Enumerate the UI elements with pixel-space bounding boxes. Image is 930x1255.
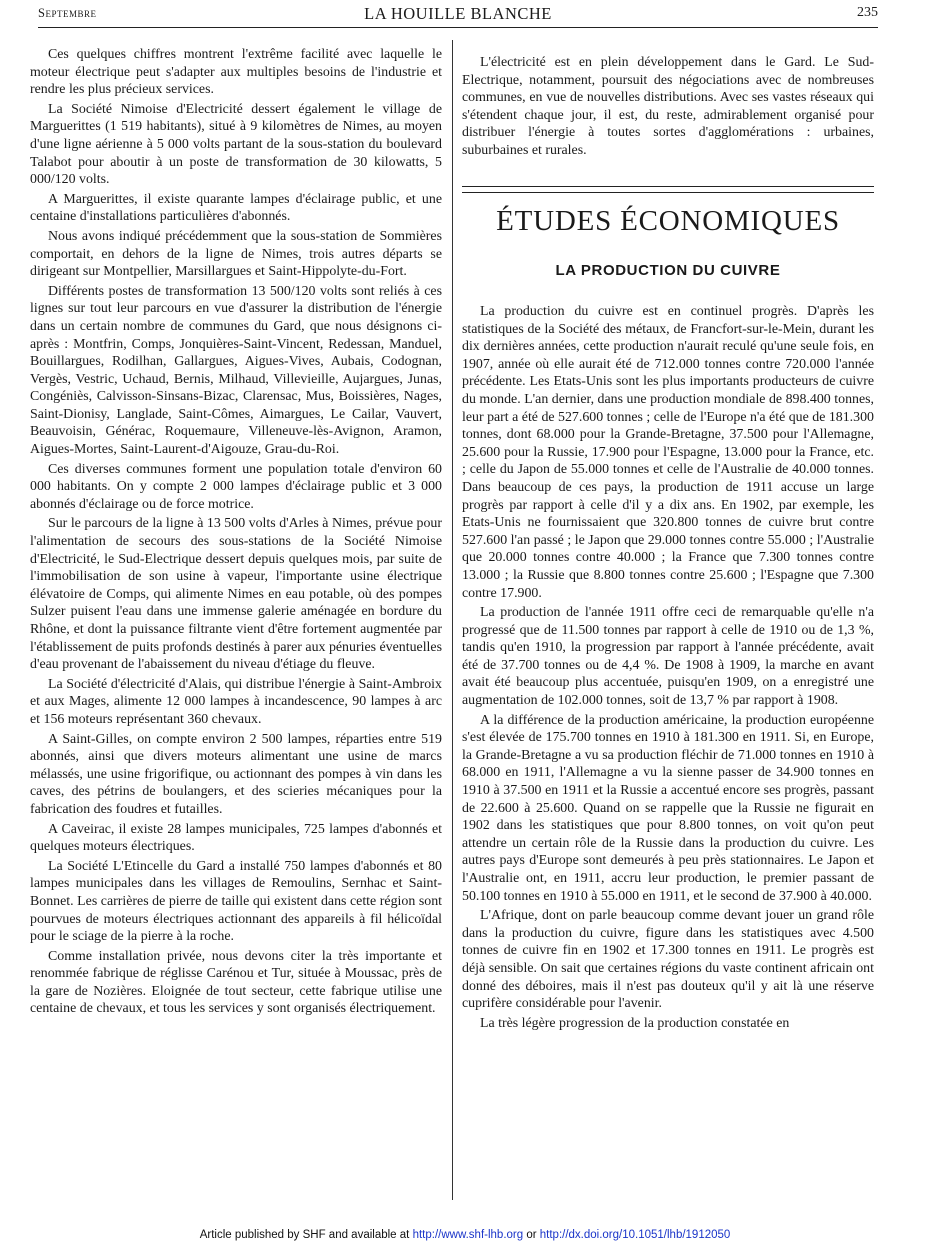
footer-prefix: Article published by SHF and available at <box>199 1229 413 1241</box>
paragraph: Nous avons indiqué précédemment que la sous-station de Sommières comportait, en dehors de la ligne de Nimes, trois autres départs se dirigeant sur Montpellier, Marsillargues et Saint-Hippolyte-du-Fort. <box>30 228 442 280</box>
page-number: 235 <box>857 5 878 20</box>
paragraph: La Société L'Etincelle du Gard a installé 750 lampes d'abonnés et 80 lampes municipales dans les villages de Remoulins, Sernhac et Saint-Bonnet. Les carrières de pierre de taille qui existent dans cette région sont pourvues de moteurs électriques actionnant des appareils à fil hélicoïdal pour le sciage de la pierre à la roche. <box>30 858 442 945</box>
header-rule <box>38 27 878 28</box>
paragraph: Sur le parcours de la ligne à 13 500 volts d'Arles à Nimes, prévue pour l'alimentation de secours des sous-stations de la Société Nimoise d'Electricité, le Sud-Electrique dessert depuis quelques mois, par suite de l'immobilisation de son usine à vapeur, l'importante usine électrique élévatoire de Comps, qui alimente Nimes en eau potable, où des pompes Sulzer puisent l'eau dans une immense galerie aménagée en bordure du Rhône, et dont la puissance filtrante vient d'être fortement augmentée par l'établissement de puits profonds destinés à parer aux pénuries éventuelles d'eau provenant de l'abaissement du niveau d'étiage du fleuve. <box>30 516 442 673</box>
paragraph: La production de l'année 1911 offre ceci de remarquable qu'elle n'a progressé que de 11.500 tonnes par rapport à celle de 1910 ou de 1,3 %, tandis qu'en 1910, la progression par rapport à l'année précédente, avait été de 37.700 tonnes ou de 4,4 %. De 1908 à 1909, la marche en avant avait été beaucoup plus accentuée, puisqu'en 1909, on a enregistré une augmentation de 102.000 tonnes, soit de 13,7 % par rapport à 1908. <box>462 605 874 709</box>
paragraph: L'Afrique, dont on parle beaucoup comme devant jouer un grand rôle dans la production du cuivre, figure dans les statistiques avec 4.500 tonnes de cuivre fin en 1902 et 17.300 tonnes en 1911. Le progrès est déjà sensible. On sait que certaines régions du vaste continent africain ont donné des déboires, mais il n'est pas douteux qu'il y ait là une réserve cuprifère considérable pour l'avenir. <box>462 908 874 1012</box>
paragraph: A la différence de la production américaine, la production européenne s'est élevée de 175.700 tonnes en 1910 à 181.300 en 1911. Si, en Europe, la Grande-Bretagne a vu sa production fléchir de 71.000 tonnes en 1910 à 68.000 en 1911, l'Allemagne a vu la sienne passer de 34.900 tonnes en 1910 à 37.500 en 1911 et la Russie a accentué encore ses progrès, passant de 22.600 à 25.600. Quand on se rappelle que la Russie ne figurait en 1902 dans les statistiques que pour 8.800 tonnes, on voit qu'on peut attendre un certain rôle de la Russie dans la production du cuivre. Les autres pays d'Europe sont demeurés à peu près stationnaires. Le Japon et l'Australie ont, en 1911, accru leur production, le premier passant de 50.100 tonnes en 1910 à 55.000 en 1911, et le second de 37.900 à 40.000. <box>462 712 874 904</box>
right-column-intro <box>462 54 874 162</box>
paragraph: L'électricité est en plein développement dans le Gard. Le Sud-Electrique, notamment, poursuit des négociations avec de nombreuses communes, en vue de nouvelles distributions. Avec ses vastes réseaux qui s'étendent chaque jour, il est, du reste, admirablement organisé pour distribuer l'énergie à toutes sortes d'agglomérations : urbaines, suburbaines et rurales. <box>462 55 874 158</box>
header-month: Septembre <box>38 6 97 20</box>
paragraph: Différents postes de transformation 13 500/120 volts sont reliés à ces lignes sur tout leur parcours en vue d'assurer la distribution de l'énergie dans un certain nombre de communes du Gard, que nous désignons ci-après : Montfrin, Comps, Jonquières-Saint-Vincent, Redessan, Manduel, Bouillargues, Rodilhan, Gallargues, Aigues-Vives, Aubais, Codognan, Vergès, Vestric, Uchaud, Bernis, Milhaud, Villevieille, Aujargues, Junas, Congéniès, Calvisson-Sinsans-Bizac, Clarensac, Mus, Boissières, Nages, Saint-Dionisy, Langlade, Saint-Cômes, Aimargues, Le Cailar, Vauvert, Beauvoisin, Générac, Roquemaure, Villeneuve-lès-Avignon, Aramon, Aigues-Mortes, Saint-Laurent-d'Aigouze, Grau-du-Roi. <box>30 283 442 458</box>
column-divider <box>452 40 453 1200</box>
paragraph: A Caveirac, il existe 28 lampes municipales, 725 lampes d'abonnés et quelques moteurs électriques. <box>30 821 442 855</box>
running-header <box>38 4 878 24</box>
article-subtitle: LA PRODUCTION DU CUIVRE <box>555 262 781 279</box>
paragraph: La très légère progression de la production constatée en <box>480 1015 790 1031</box>
footer-separator: or <box>523 1229 540 1241</box>
paragraph: Comme installation privée, nous devons citer la très importante et renommée fabrique de réglisse Carénou et Tur, située à Moussac, près de la gare de Nozières. Eloignée de tout secteur, cette fabrique utilise une centaine de chevaux, et tous les services y sont organisés électriquement. <box>30 948 442 1017</box>
paragraph: Ces quelques chiffres montrent l'extrême facilité avec laquelle le moteur électrique peut s'adapter aux multiples besoins de l'industrie et rendre les plus précieux services. <box>30 47 442 98</box>
section-separator <box>462 186 874 193</box>
section-title: ÉTUDES ÉCONOMIQUES <box>496 205 840 237</box>
shf-link[interactable]: http://www.shf-lhb.org <box>412 1229 524 1241</box>
paragraph: La Société d'électricité d'Alais, qui distribue l'énergie à Saint-Ambroix et aux Mages, alimente 12 000 lampes à incandescence, 90 lampes à arc et 156 moteurs représentant 360 chevaux. <box>30 676 442 727</box>
paragraph: A Marguerittes, il existe quarante lampes d'éclairage public, et une centaine d'installations particulières d'abonnés. <box>30 191 442 225</box>
left-column <box>30 46 442 1020</box>
paragraph: La Société Nimoise d'Electricité dessert également le village de Marguerittes (1 519 habitants), situé à 9 kilomètres de Nimes, au moyen d'une ligne aérienne à 5 000 volts partant de la sous-station du boulevard Talabot pour aboutir à un poste de transformation de 30 kilowatts, 5 000/120 volts. <box>30 101 442 188</box>
paragraph: Ces diverses communes forment une population totale d'environ 60 000 habitants. On y compte 2 000 lampes d'éclairage public et 3 000 abonnés d'éclairage ou de force motrice. <box>30 461 442 512</box>
paragraph: A Saint-Gilles, on compte environ 2 500 lampes, réparties entre 519 abonnés, ainsi que divers moteurs alimentant une usine de marcs mélassés, une usine frigorifique, ou actionnant des pompes à vin dans les caves, des pétrins de boulangers, et des scieries mécaniques pour la fabrication des foudres et futailles. <box>30 731 442 817</box>
doi-link[interactable]: http://dx.doi.org/10.1051/lhb/1912050 <box>539 1229 731 1241</box>
right-column-article <box>462 303 874 1034</box>
publication-footer <box>0 1229 930 1241</box>
paragraph: La production du cuivre est en continuel progrès. D'après les statistiques de la Société des métaux, de Francfort-sur-le-Mein, durant les dix dernières années, cette production n'aurait reculé qu'une seule fois, en 1907, année où elle aurait été de 712.000 tonnes contre 720.000 l'année précédente. Les Etats-Unis sont les plus importants producteurs de cuivre du monde. L'an dernier, dans une production mondiale de 898.400 tonnes, leur part a été de 527.600 tonnes ; celle de l'Europe n'a été que de 181.300 tonnes, dont 68.000 pour la Grande-Bretagne, 37.500 pour l'Allemagne, 25.600 pour la Russie, 17.900 pour l'Espagne, 13.000 pour la France, etc. ; celle du Japon de 55.000 tonnes et celle de l'Australie de 40.000 tonnes. Dans beaucoup de ces pays, la production de 1911 accuse un large progrès par rapport à celle d'il y a dix ans. En 1902, par exemple, les Etats-Unis ne fournissaient que 320.800 tonnes de cuivre brut contre 527.600 l'an passé ; le Japon que 29.000 tonnes contre 55.000 ; l'Australie que 20.000 tonnes contre 40.000 ; la France que 7.300 tonnes contre 13.000 ; la Russie que 8.800 tonnes contre 25.600 ; l'Espagne que 7.300 contre 17.900. <box>462 304 874 601</box>
journal-title: LA HOUILLE BLANCHE <box>364 4 552 23</box>
